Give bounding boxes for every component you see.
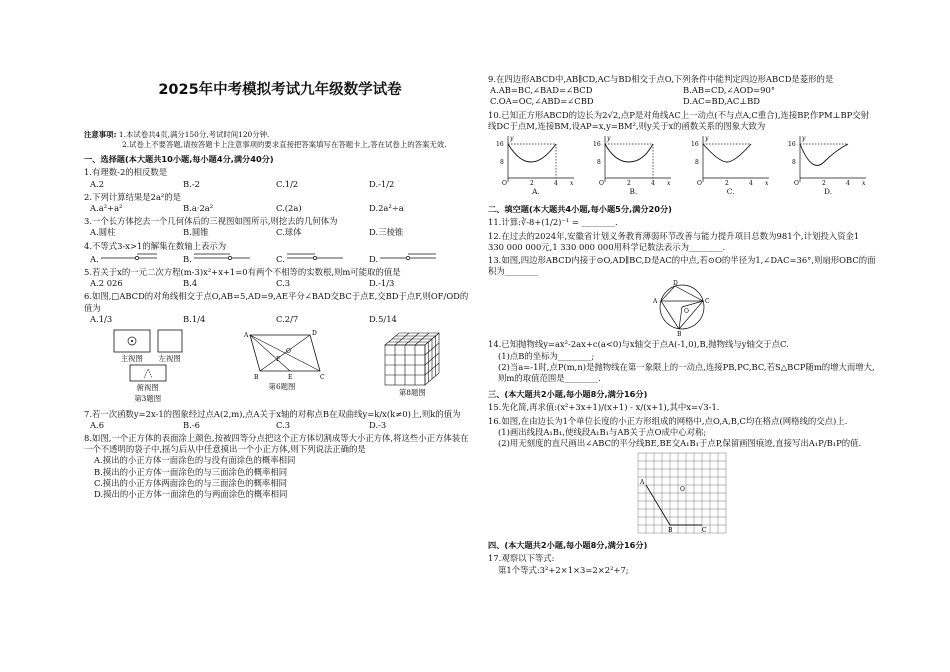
question-2 [84,192,472,214]
axis-label: x [764,180,769,188]
option [183,252,276,265]
front-view [113,329,151,364]
question-part: (2)用无刻度的直尺画出∠ABC的平分线BE,BE交A₁B₁于点P,保留画图痕迹,直接写出A₁P/B₁P的值. [498,438,862,449]
left-view-label: 左视图 [158,354,181,364]
options [84,203,472,214]
question-10 [488,110,876,200]
figures-row [84,329,472,405]
option: C.1/2 [276,178,299,189]
option: A.摸出的小正方体一面涂色的与没有面涂色的概率相同 [94,455,296,466]
label-C: C [705,298,710,306]
axis-label: y [801,135,806,143]
top-view-label: 俯视图 [136,383,159,393]
question-part: (2)当a=-1时,点P(m,n)是抛物线在第一象限上的一动点,连接PB,PC,BC,若S△BCP随m的增大而增大,则m的取值范围是________. [498,361,875,384]
graph-label: C. [726,187,735,197]
question-stem: 8.如图,一个正方体的表面涂上颜色,按被四等分点把这个正方体切割成等大小正方体,将这些小正方体装在一个不透明的袋子中,摇匀后从中任意摸出一个小正方体,则下列说法正确的是 [84,433,469,455]
option-label: B. [183,253,192,264]
label-A: A [243,332,249,340]
tick-label: 2 [627,180,632,188]
graph-option-b [589,134,677,197]
question-stem: 3.一个长方体挖去一个几何体后的三视图如图所示,则挖去的几何体为 [84,216,338,227]
label-F: F [275,356,281,364]
section-heading: 四、(本大题共2小题,每小题8分,满分16分) [488,540,648,551]
option [276,252,369,265]
option: A.6 [90,419,105,430]
graph-label: D. [823,187,832,197]
option: C.(2a) [276,203,302,213]
option: A.2 026 [90,278,123,289]
option: B.-2 [183,178,200,189]
fig8 [381,329,443,405]
axis-label: x [667,180,671,188]
axis-label: x [861,180,866,188]
label-A: A [653,298,658,306]
graph-option-a [492,134,580,197]
label-B: B [668,527,673,535]
cube-diagram [381,329,443,387]
tick-label: O [502,180,507,188]
tick-label: O [599,180,605,188]
option: B.圆锥 [183,227,209,238]
tick-label: 2 [821,180,826,188]
option [369,252,462,265]
question-1 [84,167,472,189]
top-view-diagram [129,364,167,382]
option: A.圆柱 [90,227,116,238]
question-part: (1)画出线段A₁B₁,使线段A₁B₁与AB关于点O成中心对称; [498,426,707,437]
question-12: 12.在过去的2024年,安徽省计划义务教育薄弱环节改善与能力提升项目总数为981个,计划投入资金1 330 000 000元,1 330 000 000用科学记数法表示为________. [488,230,860,252]
tick-label: 8 [791,159,796,167]
tick-label: 16 [787,141,796,149]
label-E: E [287,374,293,382]
fig3 [113,329,183,405]
option: B.1/4 [183,313,206,324]
page-title: 2025年中考模拟考试九年级数学试卷 [158,82,402,98]
fig8-caption: 第8题图 [398,388,426,398]
label-B: B [253,374,259,382]
question-stem: 2.下列计算结果是2a²的是 [84,191,182,202]
question-stem: 17.观察以下等式: [488,553,555,564]
notes-item: 1.本试卷共4页,满分150分,考试时间120分钟. [118,130,270,139]
fig3-caption: 第3题图 [134,394,162,404]
question-15: 15.先化简,再求值:(x²+3x+1)/(x+1) - x/(x+1),其中x=√3-1. [488,402,720,413]
question-stem: 10.已知正方形ABCD的边长为2√2,点P是对角线AC上一动点(不与点A,C重合),连接BP,作PM⊥BP交射线DC于点M,连接BM,设AP=x,y=BM²,则y关于x的函数关系的图象大致为 [488,109,869,131]
tick-label: 16 [593,141,601,149]
option: D.三棱锥 [369,227,404,238]
option: A.2 [90,178,105,189]
question-stem: 7.若一次函数y=2x-1的图象经过点A(2,m),点A关于x轴的对称点B在双曲线y=k/x(k≠0)上,则k的值为 [84,408,461,419]
label-O: O [684,308,689,316]
label-O: O [680,486,685,494]
option: D.-1/3 [369,278,395,289]
options [488,85,876,107]
notes-label: 注意事项: [84,130,117,139]
tick-label: 16 [690,141,699,149]
question-stem: 14.已知抛物线y=ax²-2ax+c(a<0)与x轴交于点A(-1,0),B,抛物线与y轴交于点C. [488,339,789,350]
axis-label: y [704,135,709,143]
question-stem: 1.有理数-2的相反数是 [84,167,168,178]
section-heading: 一、选择题(本大题共10小题,每小题4分,满分40分) [84,154,274,165]
notes-block [84,130,472,149]
axis-label: y [607,135,611,143]
answer-graphs [488,132,876,199]
graph-label: A. [532,187,540,197]
question-8 [84,433,472,500]
question-7 [84,409,472,431]
question-16 [488,416,876,450]
options [84,227,472,238]
axis-label: x [570,180,574,188]
option: B.AB=CD,∠AOD=90° [683,85,776,96]
fig6-caption: 第6题图 [268,382,296,392]
option: C.球体 [276,227,302,238]
left-column [84,70,472,500]
three-views [113,329,183,364]
option: D.-3 [369,419,387,430]
label-D: D [673,280,678,288]
option: B.摸出的小正方体一面涂色的与三面涂色的概率相同 [94,466,288,477]
label-C: C [702,527,707,535]
question-stem: 16.如图,在由边长为1个单位长度的小正方形组成的网格中,点O,A,B,C均在格点(网格线的交点)上. [488,415,848,426]
option: D.5/14 [369,313,397,324]
tick-label: 16 [496,141,504,149]
option: C.3 [276,419,291,430]
graph-option-c [687,134,775,197]
option [90,252,183,265]
fig6 [240,329,324,405]
left-view [157,329,183,364]
question-part: (1)点B的坐标为________; [498,350,595,361]
left-view-diagram [157,329,183,353]
tick-label: 2 [724,180,729,188]
question-3 [84,216,472,238]
grid-diagram [634,451,730,535]
graph-d [786,134,870,186]
tick-label: 4 [651,180,656,188]
question-17 [488,553,876,575]
label-B: B [677,331,682,339]
tick-label: 4 [554,180,558,188]
option: B.a·2a² [183,203,214,213]
question-stem: 4.不等式3-x>1的解集在数轴上表示为 [84,240,227,251]
option: A.AB=BC,∠BAD=∠BCD [490,85,593,96]
options [84,314,472,325]
front-view-diagram [113,329,151,353]
option: C.OA=OC,∠ABD=∠CBD [490,96,594,107]
label-O: O [285,348,291,356]
option: C.2/7 [276,313,299,324]
question-11: 11.计算:∛-8+(1/2)⁻¹ = ________. [488,217,618,228]
graph-c [689,134,773,186]
option: A.1/3 [90,313,113,324]
option-label: C. [276,253,285,264]
circle-figure [488,279,876,337]
circle-diagram [647,279,717,337]
number-line-icon [378,252,438,262]
option-label: A. [90,253,99,264]
label-D: D [311,330,317,338]
question-9 [488,74,876,108]
options [84,420,472,431]
axis-label: y [510,135,514,143]
question-4 [84,241,472,265]
option-label: D. [369,253,379,264]
option: D.AC=BD,AC⊥BD [683,96,760,107]
section-heading: 三、(本大题共2小题,每小题8分,满分16分) [488,389,648,400]
question-line: 第1个等式:3²+2×1×3=2×2²+7; [498,564,629,575]
tick-label: 4 [845,180,850,188]
tick-label: 2 [530,180,534,188]
options [84,252,472,265]
label-C: C [319,374,325,382]
tick-label: O [793,180,799,188]
number-line-icon [192,252,252,262]
tick-label: 4 [748,180,753,188]
question-stem: 9.在四边形ABCD中,AB∥CD,AC与BD相交于点O,下列条件中能判定四边形ABCD是菱形的是 [488,74,834,84]
tick-label: 8 [597,159,602,167]
question-6 [84,291,472,325]
option: D.摸出的小正方体一面涂色的与两面涂色的概率相同 [94,489,288,500]
right-column [488,72,876,576]
parallelogram-diagram [240,329,324,381]
question-stem: 5.若关于x的一元二次方程(m-3)x²+x+1=0有两个不相等的实数根,则m可能取的值是 [84,267,401,278]
option: B.-6 [183,419,200,430]
front-view-label: 主视图 [120,354,143,364]
number-line-icon [99,252,159,262]
graph-label: B. [629,187,638,197]
option: D.2a²÷a [369,203,404,213]
graph-option-d [784,134,872,197]
number-line-icon [285,252,345,262]
option: A.a²+a² [90,203,123,213]
option: D.-1/2 [369,178,395,189]
tick-label: 8 [694,159,699,167]
option: C.摸出的小正方体两面涂色的与三面涂色的概率相同 [94,477,288,488]
tick-label: O [696,180,702,188]
section-heading: 二、填空题(本大题共4小题,每小题5分,满分20分) [488,204,672,215]
grid-figure [488,451,876,535]
question-14 [488,339,876,384]
notes-item: 2.试卷上不要答题,请按答题卡上注意事项的要求直接把答案填写在答题卡上,答在试卷上的答案无效. [122,139,447,149]
tick-label: 8 [500,159,504,167]
options [84,179,472,190]
graph-a [494,134,578,186]
graph-b [591,134,675,186]
options [84,278,472,289]
question-13: 13.如图,四边形ABCD内接于⊙O,AD∥BC,D是AC的中点,若⊙O的半径为1,∠DAC=36°,则扇形OBC的面积为________ [488,255,876,277]
label-A: A [640,479,645,487]
option: C.3 [276,278,291,289]
question-5 [84,267,472,289]
option: B.4 [183,278,198,289]
question-stem: 6.如图,□ABCD的对角线相交于点O,AB=5,AD=9,AE平分∠BAD交BC于点E,交BD于点F,则OF/OD的值为 [84,291,469,313]
